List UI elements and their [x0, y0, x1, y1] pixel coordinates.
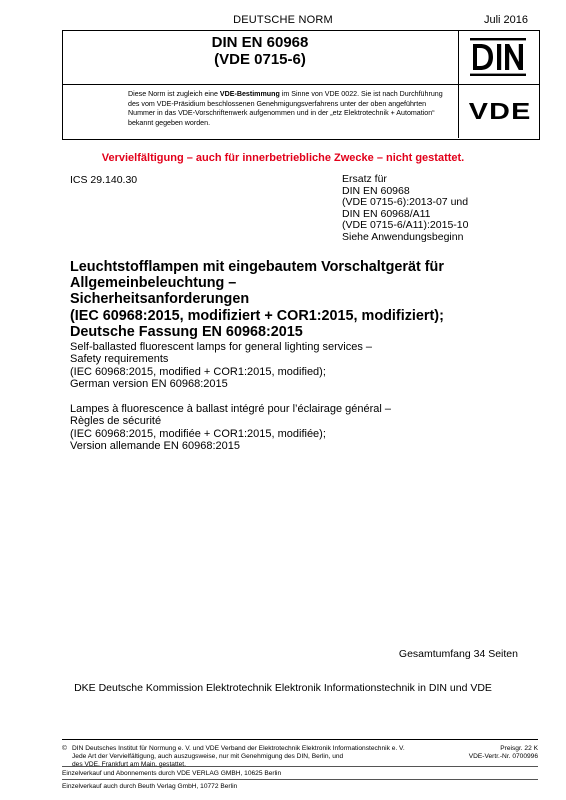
- replacement-line: DIN EN 60968/A11: [342, 207, 431, 220]
- vde-logo: [464, 96, 536, 126]
- ics-code: ICS 29.140.30: [70, 174, 138, 186]
- copyright-line: des VDE, Frankfurt am Main, gestattet.: [72, 760, 186, 768]
- title-de-line: Allgemeinbeleuchtung –: [70, 275, 237, 292]
- title-de-line: Deutsche Fassung EN 60968:2015: [70, 323, 303, 340]
- din-logo: [460, 32, 536, 82]
- copyright-symbol: ©: [62, 745, 67, 752]
- title-en-line: (IEC 60968:2015, modified + COR1:2015, modified);: [70, 365, 326, 378]
- replacement-info: [342, 174, 468, 243]
- sales-info-beuth: Einzelverkauf auch durch Beuth Verlag GmbH, 10772 Berlin: [62, 783, 238, 790]
- reproduction-notice: Vervielfältigung – auch für innerbetriebliche Zwecke – nicht gestattet.: [101, 152, 465, 164]
- title-english: [70, 341, 530, 391]
- title-german: [70, 259, 530, 340]
- title-french: [70, 403, 530, 453]
- replacement-line: Ersatz für: [342, 173, 387, 185]
- standard-number: DIN EN 60968: [211, 34, 309, 51]
- vde-order-number: VDE-Vertr.-Nr. 0700996: [468, 752, 538, 760]
- title-en-line: German version EN 60968:2015: [70, 378, 228, 391]
- title-de-line: (IEC 60968:2015, modifiziert + COR1:2015, modifiziert);: [70, 307, 444, 324]
- norm-type-header: DEUTSCHE NORM: [233, 14, 333, 26]
- price-group: Preisgr. 22 K: [500, 745, 538, 752]
- vde-note-text-start: Diese Norm ist zugleich eine: [128, 90, 220, 98]
- replacement-line: (VDE 0715-6):2013-07 und: [342, 196, 469, 208]
- title-fr-line: (IEC 60968:2015, modifiée + COR1:2015, modifiée);: [70, 427, 326, 440]
- title-en-line: Safety requirements: [70, 353, 169, 366]
- footer-divider-thin: [62, 779, 538, 780]
- dke-commission: DKE Deutsche Kommission Elektrotechnik Elektronik Informationstechnik in DIN und VDE: [74, 682, 492, 694]
- title-fr-line: Version allemande EN 60968:2015: [70, 440, 241, 453]
- replacement-line: (VDE 0715-6/A11):2015-10: [342, 219, 469, 231]
- vde-logo-text: VDE: [468, 97, 532, 124]
- copyright-notice: [62, 745, 442, 768]
- copyright-line: DIN Deutsches Institut für Normung e. V. und VDE Verband der Elektrotechnik Elektronik Informationstechnik e. V.: [72, 745, 405, 752]
- title-fr-line: Règles de sécurité: [70, 415, 162, 428]
- din-logo-text: DIN: [498, 81, 500, 82]
- footer-divider: [62, 739, 538, 740]
- standard-number-block: [62, 34, 458, 68]
- vde-note-text-end: im Sinne von VDE 0022. Sie ist nach Durchführung des vom VDE-Präsidium beschlossenen Genehmigungsverfahrens unter der oben angeführten Nummer in das VDE-Vorschriftenwerk aufgenommen und in der „etz Elektrotechnik + Automation“ bekannt gegeben worden.: [128, 90, 443, 127]
- replacement-line: Siehe Anwendungsbeginn: [342, 230, 464, 243]
- price-info: [469, 745, 538, 761]
- title-de-line: Leuchtstofflampen mit eingebautem Vorschaltgerät für: [70, 259, 444, 275]
- publication-date: Juli 2016: [483, 14, 528, 26]
- footer-divider-thin: [62, 766, 538, 767]
- copyright-line: Jede Art der Vervielfältigung, auch auszugsweise, nur mit Genehmigung des DIN, Berlin, und: [72, 752, 344, 760]
- vde-regulation-note: [128, 90, 452, 128]
- replacement-line: DIN EN 60968: [342, 184, 410, 197]
- total-pages: Gesamtumfang 34 Seiten: [398, 648, 518, 660]
- sales-info-vde: Einzelverkauf und Abonnements durch VDE VERLAG GMBH, 10625 Berlin: [62, 770, 282, 777]
- vde-classification: (VDE 0715-6): [214, 51, 306, 68]
- title-de-line: Sicherheitsanforderungen: [70, 291, 250, 308]
- title-fr-line: Lampes à fluorescence à ballast intégré pour l’éclairage général –: [70, 403, 392, 415]
- vde-note-bold: VDE-Bestimmung: [219, 90, 280, 98]
- title-en-line: Self-ballasted fluorescent lamps for general lighting services –: [70, 341, 373, 353]
